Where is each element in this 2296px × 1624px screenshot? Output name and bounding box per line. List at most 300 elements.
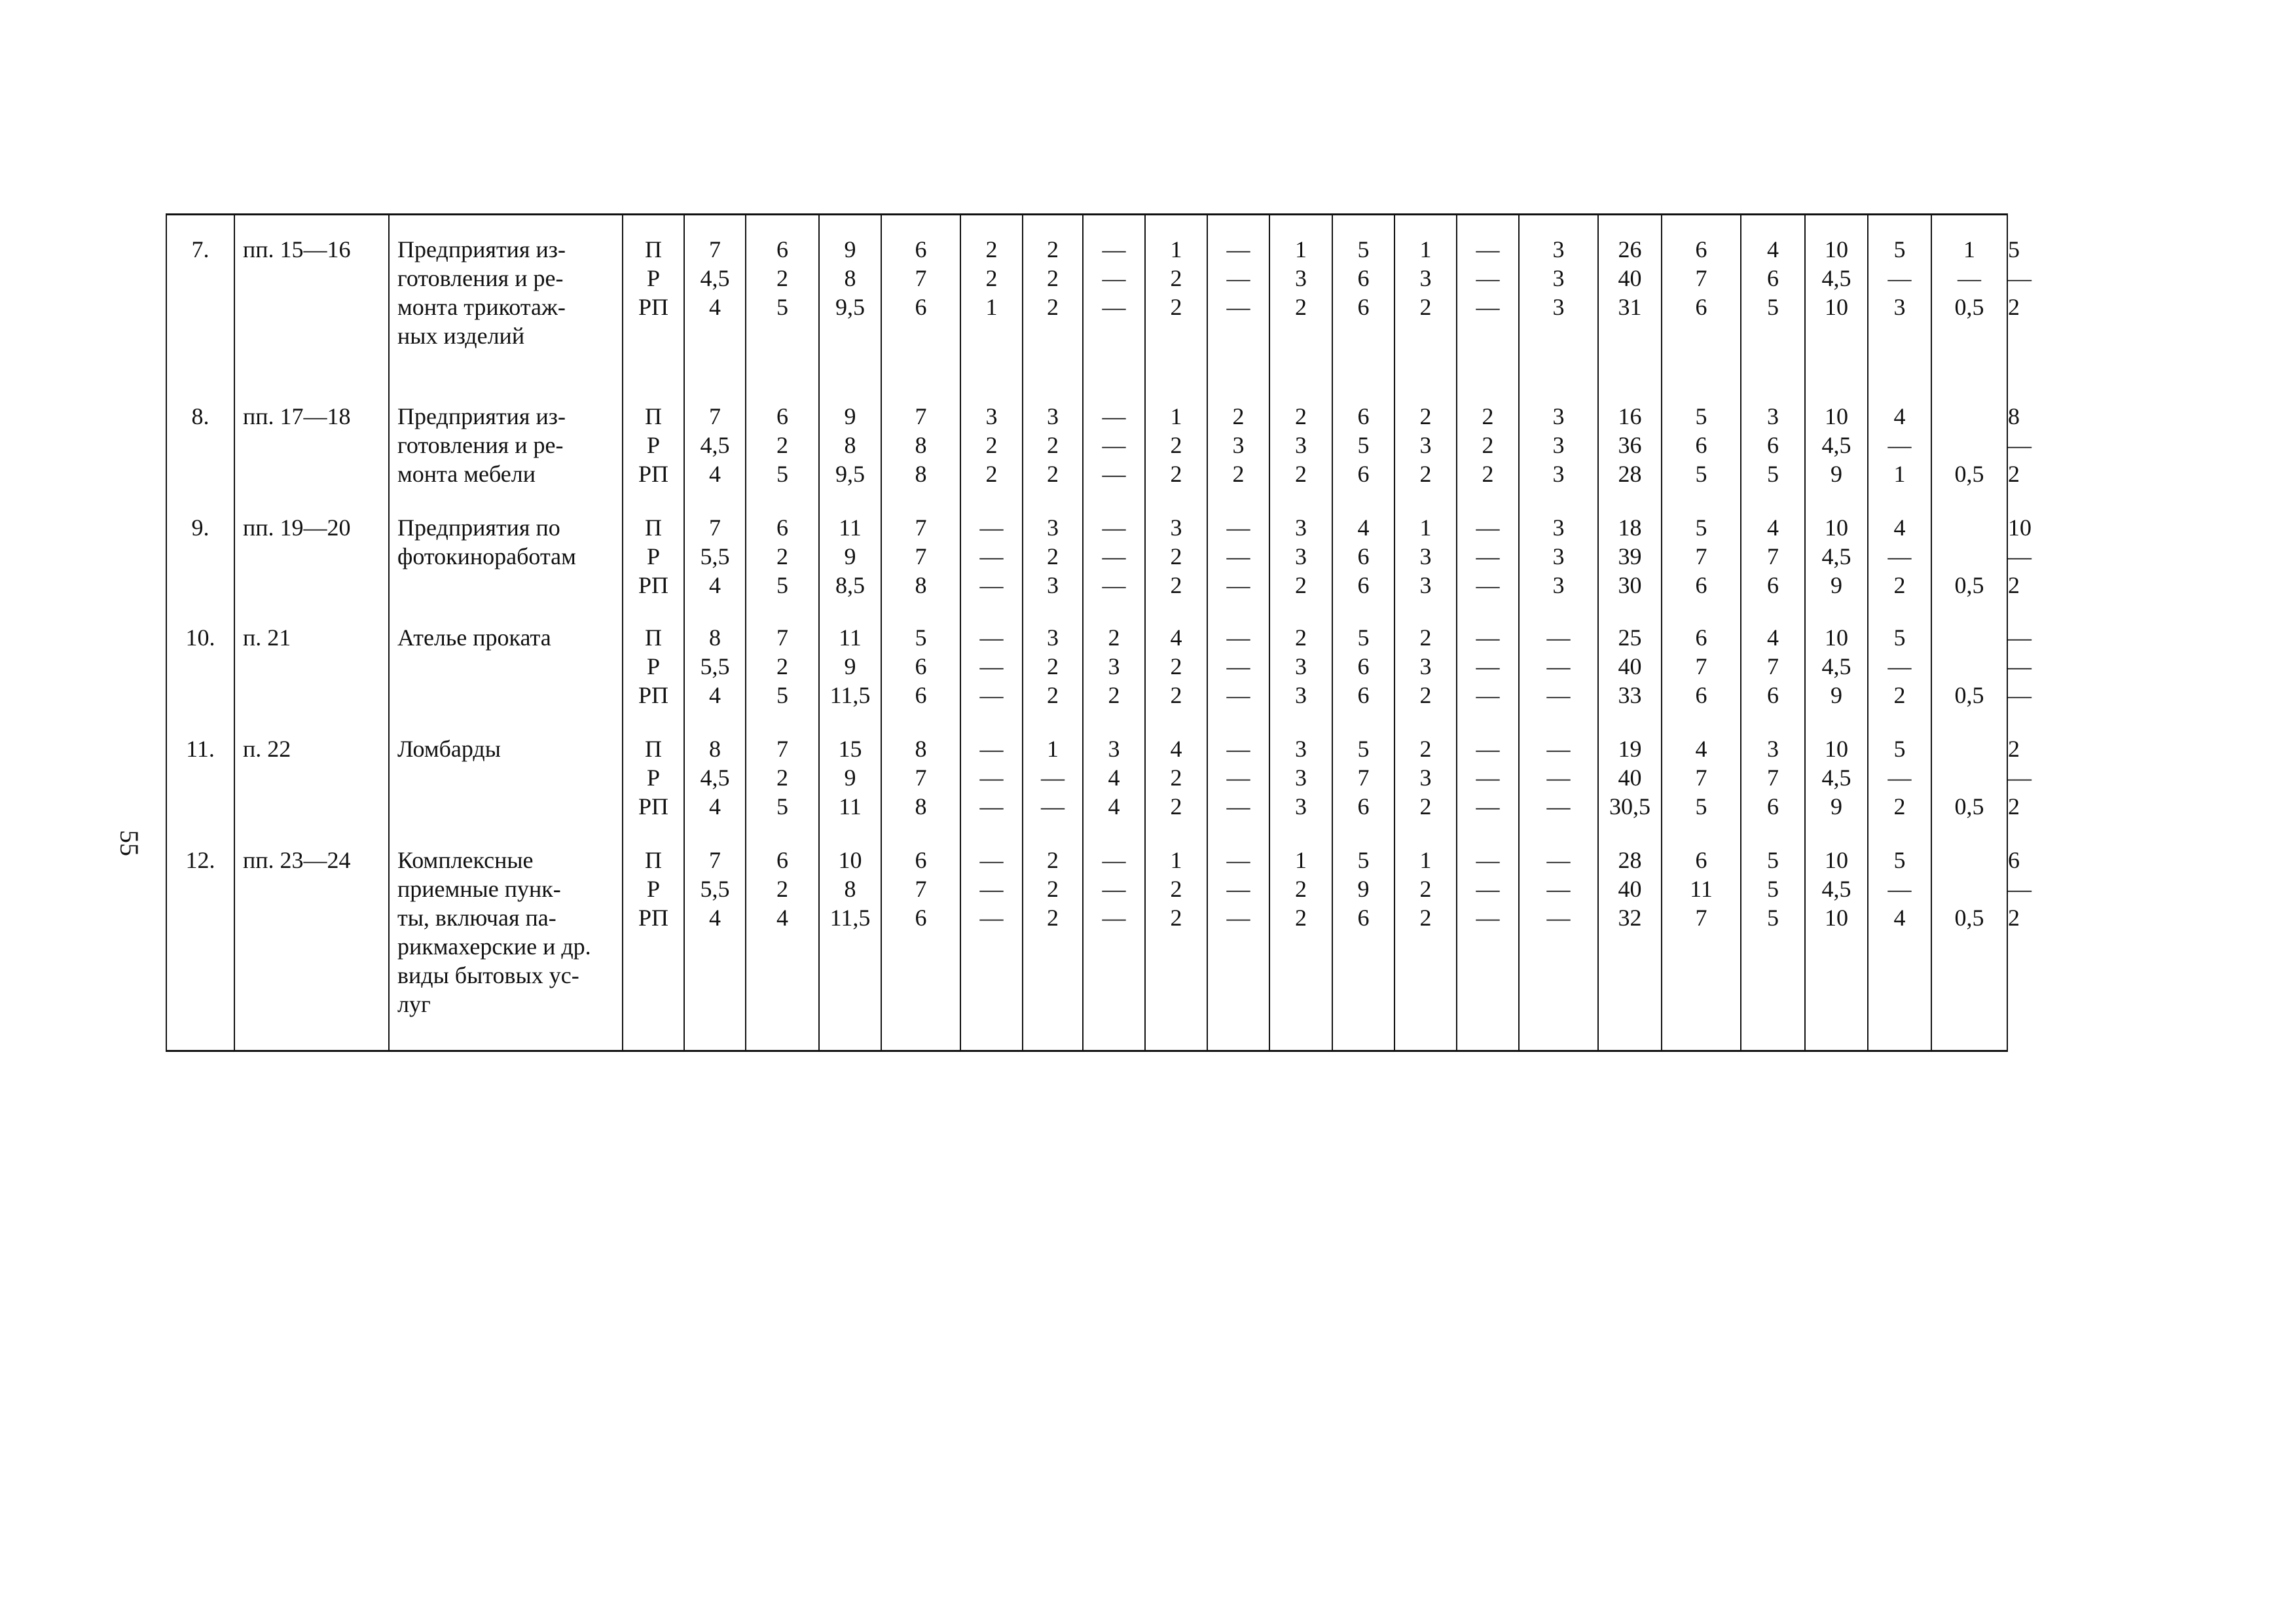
enterprise-name-line: ты, включая па-	[397, 904, 556, 931]
value: 6	[1767, 265, 1779, 291]
category-label: Р	[646, 875, 661, 902]
value: —	[1102, 460, 1126, 487]
value: 8,5	[835, 571, 865, 598]
value: 3	[1295, 431, 1307, 458]
value: 6	[1357, 403, 1370, 429]
value: 0,5	[1954, 793, 1984, 820]
value: 2	[1047, 875, 1059, 902]
category-label: П	[645, 624, 662, 651]
value-cell	[1394, 826, 1457, 1051]
enterprise-name-line: Ателье проката	[397, 624, 551, 651]
value-cell	[1662, 604, 1741, 715]
value	[1932, 623, 2007, 652]
value: 6	[1695, 236, 1707, 262]
value: —	[1102, 846, 1126, 873]
value: —	[1226, 236, 1250, 262]
category-label: П	[645, 846, 662, 873]
value: 3	[1552, 571, 1565, 598]
value-cell	[1662, 494, 1741, 604]
enterprise-name-line: готовления и ре-	[397, 431, 564, 458]
value-cell	[881, 715, 960, 826]
value-cell	[881, 494, 960, 604]
value: 2	[776, 875, 788, 902]
value: 4	[1695, 735, 1707, 762]
value: 11	[839, 514, 862, 541]
value: —	[1226, 294, 1250, 320]
value: 30,5	[1609, 793, 1650, 820]
category-label: Р	[646, 764, 661, 791]
value: 2	[985, 265, 998, 291]
value: 2	[1419, 904, 1432, 931]
table-row: 9. пп. 19—20 Предприятия по фотокиноработам П Р РП 7 5,5 4 6 2 5 11 9 8,5 7 7 8 — — — 3 2 3 — — — 3 2 2 — — — 3 3 2 4 6 6 1 3 3 — — — 3 3 3 18 39 30 5 7 6 4 7 6 10 4,5 9 4 — 2 0,5 10 — 2	[166, 494, 2007, 604]
value-cell	[1741, 826, 1805, 1051]
value: 2	[1419, 294, 1432, 320]
value-cell	[1868, 826, 1931, 1051]
value: 25	[1618, 624, 1642, 651]
value: 4	[1108, 793, 1120, 820]
value-cell	[1519, 826, 1598, 1051]
value-cell	[1931, 215, 2007, 382]
value-cell	[1083, 715, 1145, 826]
value-cell	[1662, 715, 1741, 826]
value: 1	[1170, 403, 1182, 429]
value: —	[1476, 735, 1500, 762]
value: 2	[1419, 624, 1432, 651]
value: 10	[1825, 294, 1848, 320]
value: 3	[1295, 265, 1307, 291]
value: 7	[915, 265, 927, 291]
value: 8	[915, 735, 927, 762]
value: 32	[1618, 904, 1642, 931]
value-cell	[1332, 715, 1394, 826]
value-cell	[1083, 494, 1145, 604]
value: —	[1887, 875, 1912, 902]
value: 3	[1552, 236, 1565, 262]
value-cell	[1394, 382, 1457, 494]
value: —	[979, 875, 1004, 902]
value-cell	[1805, 715, 1868, 826]
value: 18	[1618, 514, 1642, 541]
value: 5	[1767, 460, 1779, 487]
value: 2	[1295, 904, 1307, 931]
row-reference: п. 21	[234, 604, 389, 715]
value: —	[1102, 265, 1126, 291]
value: 2	[1893, 681, 1906, 708]
value: 9	[844, 653, 856, 679]
value: —	[1102, 514, 1126, 541]
value: 3	[1170, 514, 1182, 541]
category-labels	[623, 494, 684, 604]
row-reference: пп. 19—20	[234, 494, 389, 604]
value: —	[1476, 265, 1500, 291]
value: 6	[1767, 681, 1779, 708]
value: 2	[1047, 543, 1059, 569]
table-row: 11. п. 22 Ломбарды П Р РП 8 4,5 4 7 2 5 15 9 11 8 7 8 — — — 1 — — 3 4 4 4 2 2 — — — 3 3 3 5 7 6 2 3 2 — — — — — — 19 40 30,5 4 7 5 3 7 6 10 4,5 9 5 — 2 0,5 2 — 2	[166, 715, 2007, 826]
value: —	[1476, 236, 1500, 262]
value: —	[1226, 904, 1250, 931]
row-reference: пп. 17—18	[234, 382, 389, 494]
value: 2	[1170, 793, 1182, 820]
value-cell	[684, 826, 746, 1051]
value: —	[1887, 265, 1912, 291]
value-cell	[746, 215, 819, 382]
value: 2	[1295, 571, 1307, 598]
value: —	[1226, 571, 1250, 598]
value: 4,5	[1821, 653, 1851, 679]
value: 4	[709, 793, 721, 820]
value-cell	[684, 604, 746, 715]
enterprise-name-line: монта трикотаж-	[397, 294, 566, 320]
value: 4	[709, 294, 721, 320]
value: 2	[1295, 875, 1307, 902]
value: 33	[1618, 681, 1642, 708]
value-cell	[1805, 604, 1868, 715]
value-cell	[1457, 604, 1519, 715]
row-number: 10.	[166, 604, 234, 715]
value: 7	[915, 514, 927, 541]
value-cell	[1931, 494, 2007, 604]
value: 7	[1695, 653, 1707, 679]
value: —	[1226, 653, 1250, 679]
value: 5	[1767, 875, 1779, 902]
row-number: 7.	[166, 215, 234, 382]
value-cell	[1457, 382, 1519, 494]
value: —	[1546, 624, 1571, 651]
value-cell	[1023, 826, 1083, 1051]
value: 6	[915, 904, 927, 931]
value: 11,5	[829, 904, 871, 931]
category-label: РП	[638, 294, 669, 320]
value-cell	[819, 494, 881, 604]
value-cell	[1598, 826, 1662, 1051]
value: 5	[1893, 846, 1906, 873]
value: 3	[1419, 543, 1432, 569]
value-cell	[1868, 604, 1931, 715]
value: 2	[1170, 571, 1182, 598]
value: 3	[1419, 265, 1432, 291]
value: —	[1226, 514, 1250, 541]
enterprise-name-line: приемные пунк-	[397, 875, 561, 902]
value: —	[979, 735, 1004, 762]
category-label: Р	[646, 431, 661, 458]
enterprise-name	[389, 715, 623, 826]
value: 3	[1419, 764, 1432, 791]
value: 2	[1419, 793, 1432, 820]
value: 5	[1357, 431, 1370, 458]
value: 4,5	[700, 265, 730, 291]
value: —	[1226, 543, 1250, 569]
value: 3	[985, 403, 998, 429]
value: 1	[985, 294, 998, 320]
value: 4	[1767, 236, 1779, 262]
value: 3	[1552, 294, 1565, 320]
value: —	[1546, 653, 1571, 679]
value: 9	[1831, 793, 1842, 820]
value: 2	[776, 265, 788, 291]
value-cell	[1145, 715, 1207, 826]
value: 2	[1419, 735, 1432, 762]
enterprise-name-line: Предприятия из-	[397, 236, 566, 262]
value: —	[1102, 431, 1126, 458]
value: —	[1476, 846, 1500, 873]
value: 7	[709, 236, 721, 262]
value: 4,5	[1821, 543, 1851, 569]
value: 30	[1618, 571, 1642, 598]
value: 5	[1695, 793, 1707, 820]
value: 6	[1695, 681, 1707, 708]
value: 2	[985, 236, 998, 262]
value-cell	[960, 215, 1023, 382]
value: 8	[915, 571, 927, 598]
value: 11,5	[829, 681, 871, 708]
value: 7	[776, 735, 788, 762]
value: 5	[1357, 846, 1370, 873]
value: 5	[776, 460, 788, 487]
value: —	[979, 624, 1004, 651]
value: 1	[1170, 236, 1182, 262]
value-cell	[881, 826, 960, 1051]
value: —	[1041, 793, 1065, 820]
category-label: РП	[638, 571, 669, 598]
value: 7	[915, 403, 927, 429]
value: —	[1226, 265, 1250, 291]
value: 28	[1618, 460, 1642, 487]
value: —	[1546, 904, 1571, 931]
value: 2	[1170, 653, 1182, 679]
value: 3	[1419, 571, 1432, 598]
value: 1	[1047, 735, 1059, 762]
value-cell	[1805, 494, 1868, 604]
value: 2	[1170, 431, 1182, 458]
row-reference: пп. 23—24	[234, 826, 389, 1051]
value: 4	[1108, 764, 1120, 791]
value: 3	[1295, 514, 1307, 541]
value-cell	[1145, 382, 1207, 494]
value: 31	[1618, 294, 1642, 320]
value: 5	[1357, 624, 1370, 651]
value-cell	[1741, 715, 1805, 826]
enterprise-name-line: Предприятия по	[397, 514, 560, 541]
value-cell	[1269, 215, 1332, 382]
value: 7	[1695, 764, 1707, 791]
value: 2	[1295, 624, 1307, 651]
value: —	[1226, 846, 1250, 873]
value: 7	[1767, 764, 1779, 791]
value-cell	[881, 604, 960, 715]
value-cell	[684, 715, 746, 826]
value: 5	[1695, 514, 1707, 541]
value-cell	[960, 604, 1023, 715]
value: 4,5	[1821, 875, 1851, 902]
value-cell	[1931, 604, 2007, 715]
value: 2	[1295, 460, 1307, 487]
value: 2	[776, 431, 788, 458]
value: 8	[844, 431, 856, 458]
value: 6	[1357, 653, 1370, 679]
value: 3	[1295, 543, 1307, 569]
value: —	[1887, 653, 1912, 679]
value: 5	[1893, 624, 1906, 651]
value: 4	[1170, 735, 1182, 762]
value: 8	[915, 460, 927, 487]
row-number: 11.	[166, 715, 234, 826]
value-cell	[1598, 494, 1662, 604]
value-cell	[1457, 494, 1519, 604]
value: —	[1226, 793, 1250, 820]
value-cell	[1931, 382, 2007, 494]
value: —	[1958, 265, 1981, 291]
value: 6	[1695, 431, 1707, 458]
value: 6	[1357, 681, 1370, 708]
value-cell	[1083, 826, 1145, 1051]
value-cell	[1457, 715, 1519, 826]
value: 0,5	[1954, 571, 1984, 598]
value-cell	[1662, 215, 1741, 382]
category-label: Р	[646, 265, 661, 291]
value-cell	[1269, 715, 1332, 826]
value-cell	[1207, 715, 1269, 826]
value: 6	[1767, 431, 1779, 458]
value-cell	[819, 826, 881, 1051]
value: 6	[1695, 624, 1707, 651]
value-cell	[1394, 604, 1457, 715]
value: 6	[915, 294, 927, 320]
value: 5	[1357, 735, 1370, 762]
value: —	[1226, 735, 1250, 762]
value: 36	[1618, 431, 1642, 458]
page-number: 55	[115, 830, 144, 856]
value: —	[979, 543, 1004, 569]
value: —	[1476, 764, 1500, 791]
value-cell	[1023, 604, 1083, 715]
value: 5	[776, 571, 788, 598]
value-cell	[1598, 382, 1662, 494]
value-cell	[960, 382, 1023, 494]
value: 1	[1419, 846, 1432, 873]
value: 3	[1552, 460, 1565, 487]
row-number: 12.	[166, 826, 234, 1051]
value: 3	[1108, 653, 1120, 679]
category-label: П	[645, 236, 662, 262]
value: —	[1102, 904, 1126, 931]
value: 2	[1295, 403, 1307, 429]
value-cell	[1083, 604, 1145, 715]
value-cell	[1332, 826, 1394, 1051]
value: 4	[776, 904, 788, 931]
value: 2	[1047, 460, 1059, 487]
value: 3	[1047, 624, 1059, 651]
row-number: 9.	[166, 494, 234, 604]
value: 2	[1232, 460, 1245, 487]
value: —	[1887, 431, 1912, 458]
value-cell	[881, 215, 960, 382]
value: —	[1546, 846, 1571, 873]
table-row: 12. пп. 23—24 Комплексные приемные пунк- ты, включая па- рикмахерские и др. виды бытовых ус- луг П Р РП 7 5,5 4 6 2 4 10 8 11,5 6 7 6 — — — 2 2 2 — — — 1 2 2 — — — 1 2 2 5 9 6 1 2 2 — — — — — — 28 40 32 6 11 7 5 5 5 10 4,5 10 5 — 4 0,5 6 — 2	[166, 826, 2007, 1051]
value: 10	[1825, 904, 1848, 931]
value: 6	[776, 403, 788, 429]
value: 6	[776, 236, 788, 262]
value: —	[1546, 793, 1571, 820]
value: 3	[1047, 403, 1059, 429]
value: 1	[1419, 514, 1432, 541]
value: 6	[1357, 904, 1370, 931]
value: 15	[838, 735, 862, 762]
value-cell	[1207, 215, 1269, 382]
value: 2	[1482, 403, 1494, 429]
value: —	[1476, 681, 1500, 708]
value: 8	[844, 265, 856, 291]
enterprise-name-line: монта мебели	[397, 460, 536, 487]
value: 4	[1767, 624, 1779, 651]
value-cell	[1332, 382, 1394, 494]
value: 9	[1831, 571, 1842, 598]
value-cell	[819, 715, 881, 826]
value: 7	[776, 624, 788, 651]
value: 7	[1767, 653, 1779, 679]
value-cell	[1868, 215, 1931, 382]
value: 2	[985, 431, 998, 458]
value: 6	[1357, 265, 1370, 291]
table-row: 8. пп. 17—18 Предприятия из- готовления и ре- монта мебели П Р РП 7 4,5 4 6 2 5 9 8 9,5 7 8 8 3 2 2 3 2 2 — — — 1 2 2 2 3 2 2 3 2 6 5 6 2 3 2 2 2 2 3 3 3 16 36 28 5 6 5 3 6 5 10 4,5 9 4 — 1 0,5 8 — 2	[166, 382, 2007, 494]
value: —	[1102, 571, 1126, 598]
value: 2	[1170, 904, 1182, 931]
value: 4	[1170, 624, 1182, 651]
value: 11	[839, 793, 862, 820]
value-cell	[881, 382, 960, 494]
value: 2	[1047, 236, 1059, 262]
value: 5	[1695, 403, 1707, 429]
value: 6	[1695, 294, 1707, 320]
category-labels	[623, 826, 684, 1051]
value-cell	[1207, 494, 1269, 604]
value-cell	[1741, 604, 1805, 715]
enterprise-name-line: ных изделий	[397, 323, 525, 349]
value: —	[979, 904, 1004, 931]
value: 40	[1618, 875, 1642, 902]
value: —	[1226, 875, 1250, 902]
value-cell	[1662, 382, 1741, 494]
value: 2	[1170, 543, 1182, 569]
enterprise-name-line: готовления и ре-	[397, 265, 564, 291]
value: 6	[1695, 846, 1707, 873]
value: 6	[1357, 543, 1370, 569]
value: 8	[709, 624, 721, 651]
value-cell	[960, 494, 1023, 604]
value-cell	[1083, 382, 1145, 494]
value: 4	[709, 460, 721, 487]
value: 5	[776, 793, 788, 820]
value: —	[979, 653, 1004, 679]
value: 0,5	[1954, 294, 1984, 320]
value: 2	[1047, 431, 1059, 458]
value: 2	[1170, 875, 1182, 902]
value-cell	[1145, 826, 1207, 1051]
value: 5	[915, 624, 927, 651]
category-label: Р	[646, 543, 661, 569]
value-cell	[819, 382, 881, 494]
value: 9	[844, 764, 856, 791]
value-cell	[1145, 494, 1207, 604]
value-cell	[1931, 826, 2007, 1051]
value: 11	[1690, 875, 1713, 902]
value: —	[1476, 624, 1500, 651]
category-label: РП	[638, 793, 669, 820]
value: —	[1102, 403, 1126, 429]
value-cell	[1023, 382, 1083, 494]
value	[1932, 542, 2007, 571]
value: —	[1476, 653, 1500, 679]
value: 4	[709, 904, 721, 931]
